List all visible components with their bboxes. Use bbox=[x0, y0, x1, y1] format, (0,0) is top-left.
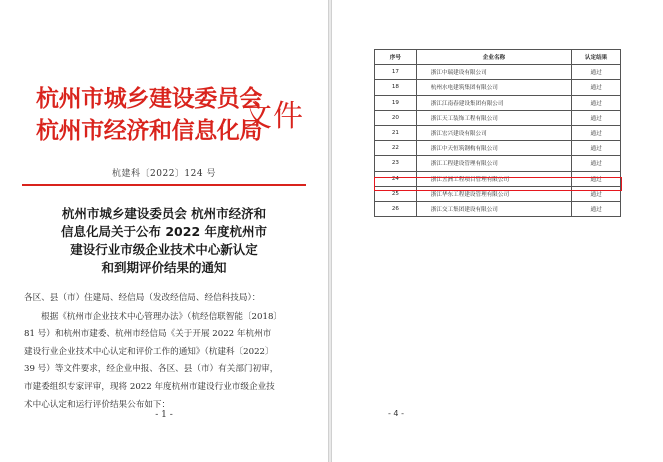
company-name: 浙江交工集团建设有限公司 bbox=[416, 201, 571, 216]
table-row bbox=[375, 65, 621, 80]
doc-type-label: 文件 bbox=[242, 99, 304, 134]
results-table bbox=[374, 49, 621, 217]
document-number: 杭建科〔2022〕124 号 bbox=[112, 169, 216, 179]
company-name: 浙江工程建设管理有限公司 bbox=[416, 156, 571, 171]
row-number: 22 bbox=[375, 141, 417, 156]
row-number: 17 bbox=[375, 65, 417, 80]
company-name: 浙江五洲工程项目管理有限公司 bbox=[416, 171, 571, 186]
result-cell: 通过 bbox=[572, 141, 621, 156]
result-cell: 通过 bbox=[572, 65, 621, 80]
row-number: 23 bbox=[375, 156, 417, 171]
result-cell: 通过 bbox=[572, 95, 621, 110]
table-row bbox=[375, 186, 621, 201]
issuer-line-2: 杭州市经济和信息化局 bbox=[36, 117, 263, 144]
table-row bbox=[375, 95, 621, 110]
company-name: 杭州水电建筑集团有限公司 bbox=[416, 80, 571, 95]
row-number: 26 bbox=[375, 201, 417, 216]
result-cell: 通过 bbox=[572, 201, 621, 216]
column-header-company: 企业名称 bbox=[416, 50, 571, 65]
red-letterhead bbox=[36, 84, 316, 154]
result-cell: 通过 bbox=[572, 125, 621, 140]
result-cell: 通过 bbox=[572, 110, 621, 125]
notice-title bbox=[40, 205, 288, 277]
company-name: 浙江宏兴建设有限公司 bbox=[416, 125, 571, 140]
table-row bbox=[375, 125, 621, 140]
company-name: 浙江中瑞建设有限公司 bbox=[416, 65, 571, 80]
body-line: 39 号）等文件要求，经企业申报、各区、县（市）有关部门初审， bbox=[24, 364, 279, 375]
result-cell: 通过 bbox=[572, 156, 621, 171]
page-number: - 1 - bbox=[155, 410, 173, 420]
body-line: 市建委组织专家评审，现将 2022 年度杭州市建设行业市级企业技 bbox=[24, 381, 275, 392]
notice-title-line: 建设行业市级企业技术中心新认定 bbox=[70, 242, 258, 257]
body-line: 81 号）和杭州市建委、杭州市经信局《关于开展 2022 年杭州市 bbox=[24, 329, 272, 340]
company-name: 浙江华东工程建设管理有限公司 bbox=[416, 186, 571, 201]
company-name: 浙江天工装饰工程有限公司 bbox=[416, 110, 571, 125]
table-row bbox=[375, 156, 621, 171]
salutation: 各区、县（市）住建局、经信局（发改经信局、经信科技局）： bbox=[24, 293, 261, 303]
row-number: 24 bbox=[375, 171, 417, 186]
issuer-line-1: 杭州市城乡建设委员会 bbox=[36, 85, 263, 112]
table-row bbox=[375, 80, 621, 95]
notice-body bbox=[24, 290, 306, 414]
body-line: 术中心认定和运行评价结果公布如下： bbox=[24, 399, 171, 410]
page-number: - 4 - bbox=[388, 409, 404, 418]
notice-title-line: 和到期评价结果的通知 bbox=[101, 260, 227, 275]
document-page-4 bbox=[331, 0, 663, 462]
result-cell: 通过 bbox=[572, 80, 621, 95]
row-number: 25 bbox=[375, 186, 417, 201]
result-cell: 通过 bbox=[572, 186, 621, 201]
row-number: 19 bbox=[375, 95, 417, 110]
column-header-result: 认定结果 bbox=[572, 50, 621, 65]
table-header-row bbox=[375, 50, 621, 65]
red-divider-line bbox=[22, 184, 306, 186]
notice-title-line: 信息化局关于公布 2022 年度杭州市 bbox=[61, 224, 267, 239]
body-line: 根据《杭州市企业技术中心管理办法》（杭经信联智能〔2018〕 bbox=[41, 311, 283, 322]
body-line: 建设行业企业技术中心认定和评价工作的通知》（杭建科〔2022〕 bbox=[24, 346, 274, 357]
column-header-number: 序号 bbox=[375, 50, 417, 65]
notice-title-line: 杭州市城乡建设委员会 杭州市经济和 bbox=[61, 206, 267, 221]
row-number: 18 bbox=[375, 80, 417, 95]
result-cell: 通过 bbox=[572, 171, 621, 186]
company-name: 浙江中天恒筑钢构有限公司 bbox=[416, 141, 571, 156]
row-number: 21 bbox=[375, 125, 417, 140]
company-name: 浙江江南春建设集团有限公司 bbox=[416, 95, 571, 110]
table-row bbox=[375, 141, 621, 156]
row-number: 20 bbox=[375, 110, 417, 125]
document-page-1 bbox=[0, 0, 329, 462]
table-row bbox=[375, 110, 621, 125]
table-row-highlighted bbox=[375, 171, 621, 186]
table-row bbox=[375, 201, 621, 216]
